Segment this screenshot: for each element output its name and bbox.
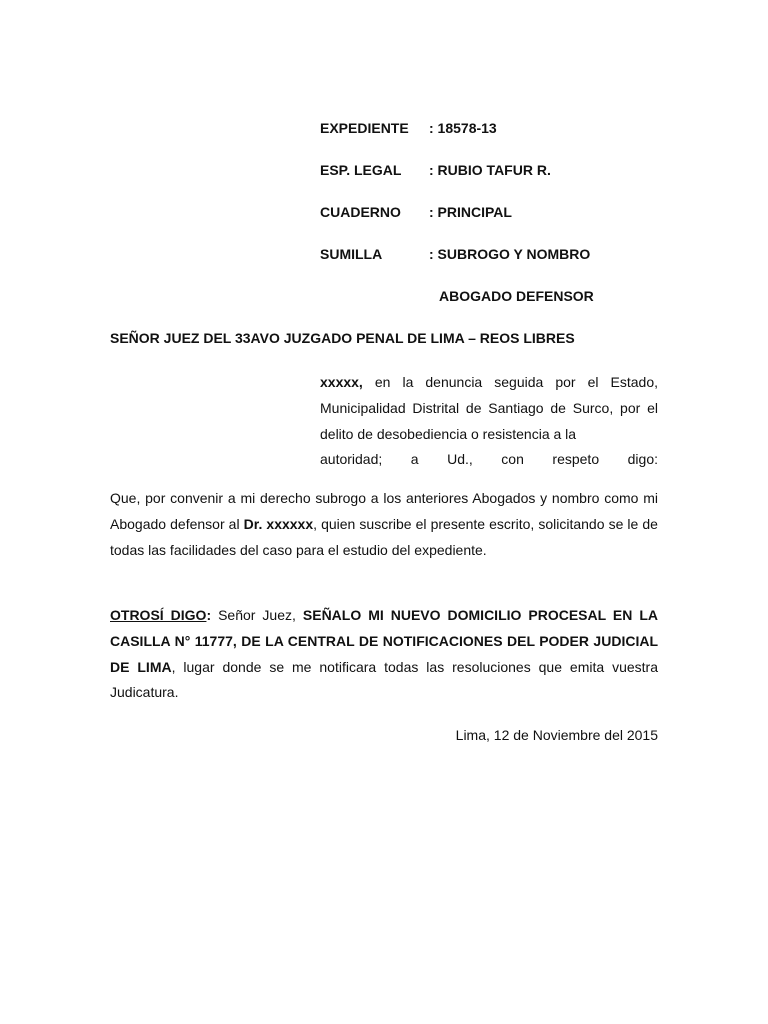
main-paragraph-post: , quien suscribe el presente escrito, solicitando se le de todas las facilidades del caso para el estudio del expediente. xyxy=(110,515,658,558)
header-row-expediente xyxy=(320,119,680,161)
otrosi-post: , lugar donde se me notificara todas las resoluciones que emita vuestra Judicatura. xyxy=(110,658,658,701)
addressee-line: SEÑOR JUEZ DEL 33AVO JUZGADO PENAL DE LIMA – REOS LIBRES xyxy=(110,330,575,346)
intro-last-line: autoridad; a Ud., con respeto digo: xyxy=(320,451,658,468)
intro-paragraph xyxy=(320,370,658,473)
otrosi-domicile: SEÑALO MI NUEVO DOMICILIO PROCESAL EN LA CASILLA N° 11777, DE LA CENTRAL DE NOTIFICACIONES DEL PODER JUDICIAL DE LIMA xyxy=(110,607,658,675)
main-paragraph xyxy=(110,486,658,563)
expediente-value: : 18578-13 xyxy=(429,120,497,136)
main-paragraph-pre: Que, por convenir a mi derecho subrogo a los anteriores Abogados y nombro como mi Abogado defensor al xyxy=(110,490,658,532)
otrosi-colon: : xyxy=(206,607,212,623)
cuaderno-label: CUADERNO xyxy=(320,204,401,220)
intro-text: en la denuncia seguida por el Estado, Municipalidad Distrital de Santiago de Surco, por el delito de desobediencia o resistencia a la xyxy=(320,374,658,442)
header-row-cuaderno xyxy=(320,203,680,245)
sumilla-continuation: ABOGADO DEFENSOR xyxy=(439,288,594,304)
expediente-label: EXPEDIENTE xyxy=(320,120,409,136)
lawyer-name: Dr. xxxxxx xyxy=(243,515,314,532)
esp-legal-value: : RUBIO TAFUR R. xyxy=(429,162,551,178)
esp-legal-label: ESP. LEGAL xyxy=(320,162,402,178)
header-row-sumilla-cont xyxy=(320,287,680,329)
header-row-sumilla xyxy=(320,245,680,287)
sumilla-label: SUMILLA xyxy=(320,246,383,262)
case-header xyxy=(320,119,680,329)
cuaderno-value: : PRINCIPAL xyxy=(429,204,512,220)
petitioner-name: xxxxx, xyxy=(320,374,363,390)
otrosi-pre: Señor Juez, xyxy=(211,607,303,623)
sumilla-value: : SUBROGO Y NOMBRO xyxy=(429,246,591,262)
date-line: Lima, 12 de Noviembre del 2015 xyxy=(455,727,658,743)
otrosi-paragraph xyxy=(110,603,658,706)
otrosi-heading: OTROSÍ DIGO xyxy=(110,607,207,623)
header-row-esp-legal xyxy=(320,161,680,203)
